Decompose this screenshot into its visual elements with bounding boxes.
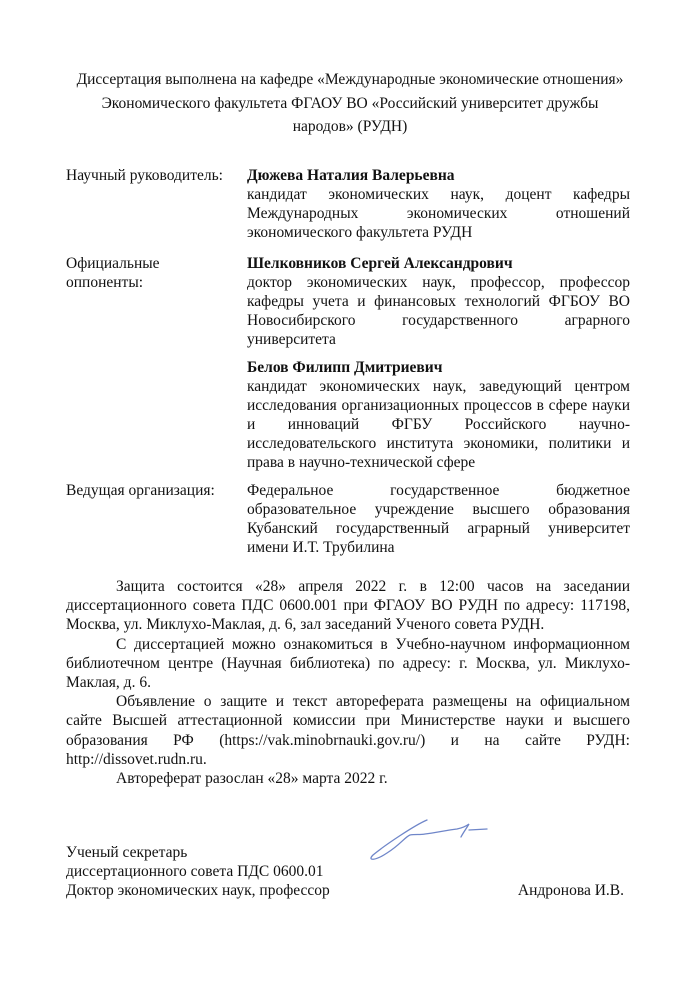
signature-block <box>66 843 630 900</box>
defense-paragraph: Защита состоится «28» апреля 2022 г. в 12:00 часов на заседании диссертационного совета ПДС 0600.001 при ФГАОУ ВО РУДН по адресу: 117198, Москва, ул. Миклухо-Маклая, д. 6, зал заседаний Ученого совета РУДН. <box>66 578 630 634</box>
opponents-label <box>66 254 246 292</box>
sent-date-paragraph: Автореферат разослан «28» марта 2022 г. <box>116 770 388 787</box>
opponents-label-line2: оппоненты: <box>66 274 144 291</box>
announcement-paragraph: Объявление о защите и текст автореферата размещены на официальном сайте Высшей аттестационной комиссии при Министерстве науки и высшего образования РФ (https://vak.minobrnauki.gov.ru/) и на сайте РУДН: http://dissovet.rudn.ru. <box>66 693 630 768</box>
opponent-name: Белов Филипп Дмитриевич <box>247 359 443 376</box>
secretary-title: Ученый секретарь <box>66 844 188 861</box>
leading-org-label: Ведущая организация: <box>66 482 215 499</box>
opponent-name: Шелковников Сергей Александрович <box>247 255 513 272</box>
opponent-description: доктор экономических наук, профессор, профессор кафедры учета и финансовых технологий ФГБОУ ВО Новосибирского государственного аграрного университета <box>247 274 630 348</box>
intro-paragraph: Диссертация выполнена на кафедре «Международные экономические отношения» Экономического факультета ФГАОУ ВО «Российский университет дружбы народов» (РУДН) <box>76 71 624 135</box>
supervisor-name: Дюжева Наталия Валерьевна <box>247 167 455 184</box>
council-name: диссертационного совета ПДС 0600.01 <box>66 863 324 880</box>
opponent-description: кандидат экономических наук, заведующий центром исследования организационных процессов в сфере науки и инноваций ФГБУ Российского научно-исследовательского института экономики, политики и права в научно-технической сфере <box>247 378 630 471</box>
secretary-degree: Доктор экономических наук, профессор <box>66 882 330 899</box>
opponents-label-line1: Официальные <box>66 255 160 272</box>
supervisor-description: кандидат экономических наук, доцент кафедры Международных экономических отношений экономического факультета РУДН <box>247 186 630 241</box>
secretary-name: Андронова И.В. <box>517 882 624 899</box>
leading-org-description: Федеральное государственное бюджетное образовательное учреждение высшего образования Кубанский государственный аграрный университет имени И.Т. Трубилина <box>247 482 630 556</box>
library-paragraph: С диссертацией можно ознакомиться в Учебно-научном информационном библиотечном центре (Научная библиотека) по адресу: г. Москва, ул. Миклухо-Маклая, д. 6. <box>66 635 630 691</box>
supervisor-label: Научный руководитель: <box>66 167 223 184</box>
